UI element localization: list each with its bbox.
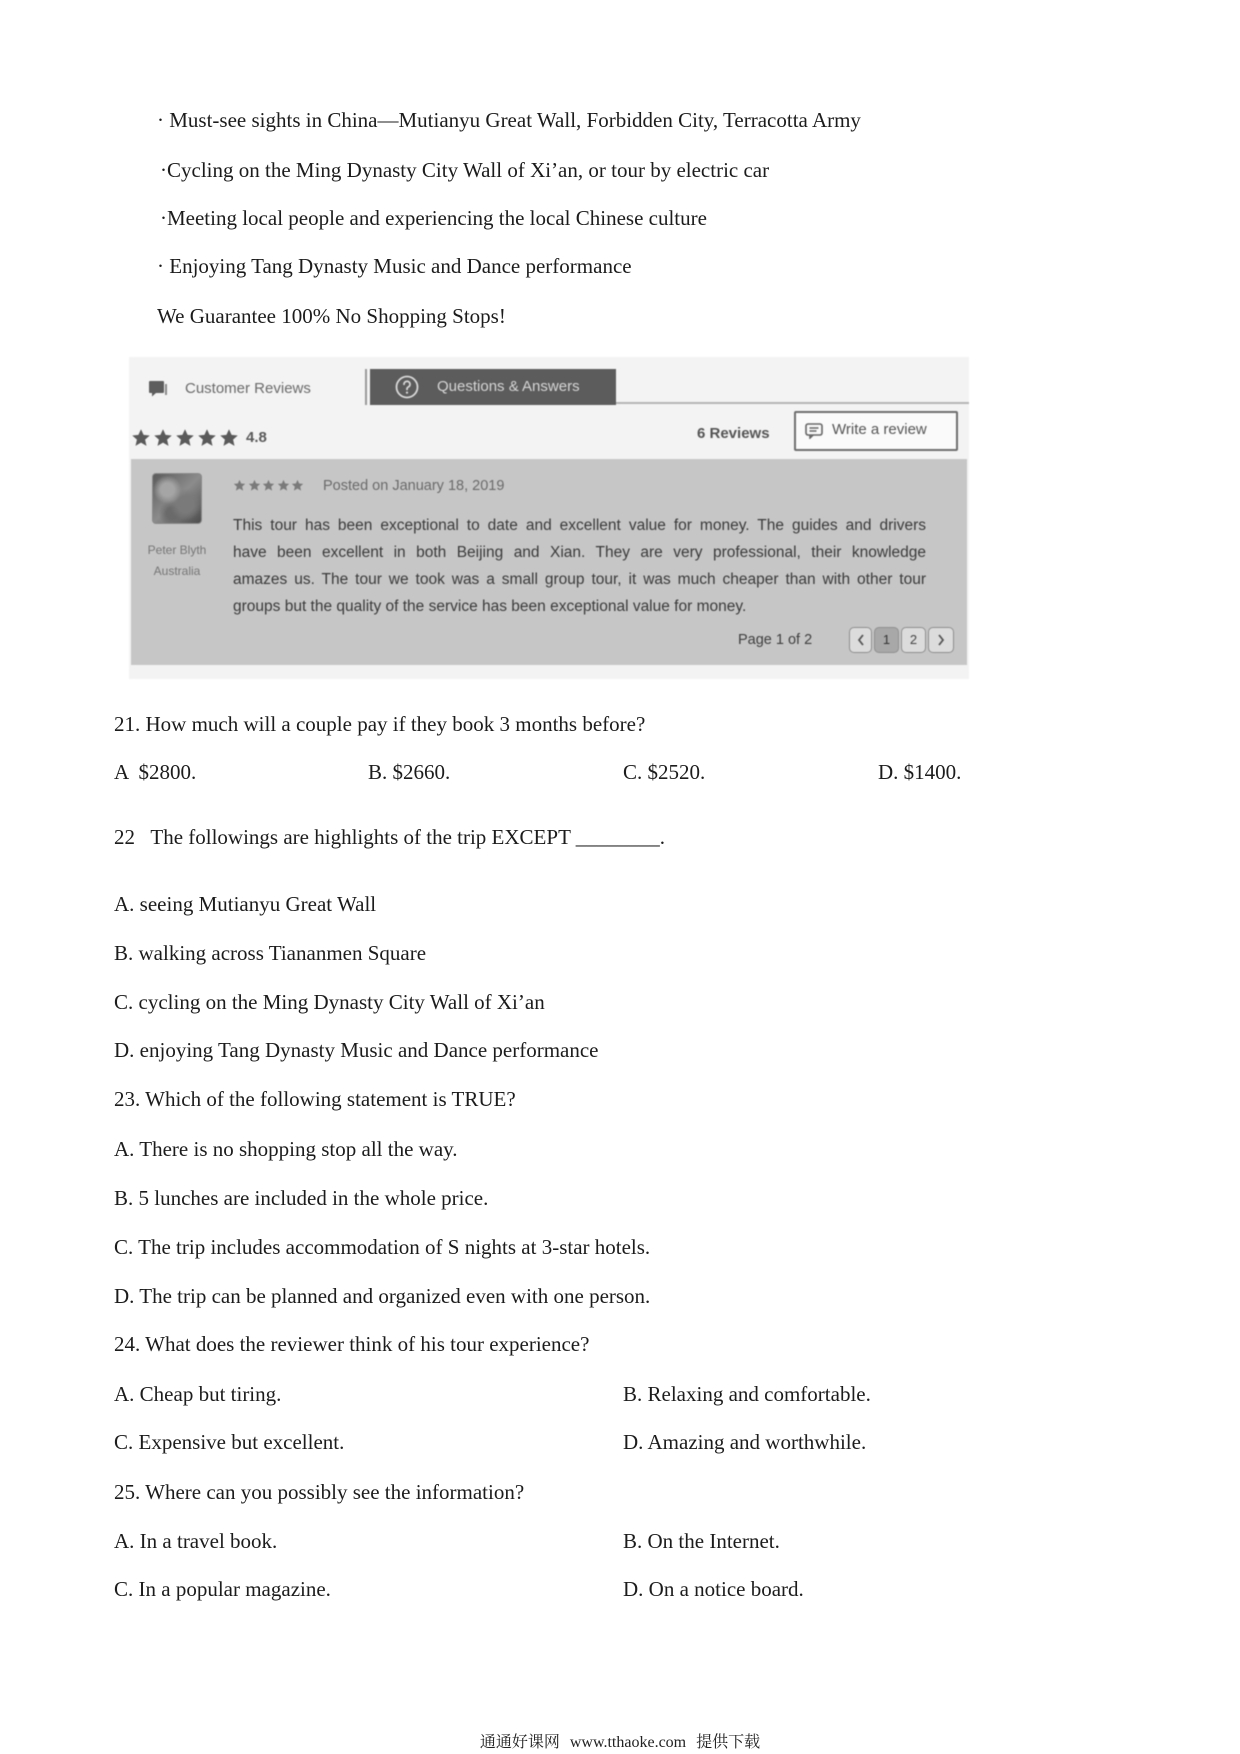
review-bubble-icon [805, 423, 823, 439]
answer-option: A. There is no shopping stop all the way. [114, 1137, 458, 1161]
answer-option: D. enjoying Tang Dynasty Music and Dance performance [114, 1038, 599, 1062]
pagination-next-button[interactable] [928, 627, 954, 653]
star-icon [262, 479, 275, 492]
highlight-item: ·Meeting local people and experiencing the local Chinese culture [160, 206, 707, 230]
chevron-left-icon [857, 634, 865, 646]
answer-option: A. In a travel book. [114, 1529, 278, 1553]
answer-option: C. Expensive but excellent. [114, 1430, 345, 1454]
tab-label: Customer Reviews [185, 380, 311, 397]
question-stem: 23. Which of the following statement is TRUE? [114, 1087, 516, 1111]
answer-option: D. On a notice board. [623, 1577, 804, 1601]
answer-option: B. 5 lunches are included in the whole price. [114, 1186, 489, 1210]
question-stem: 25. Where can you possibly see the information? [114, 1480, 525, 1504]
answer-option: A $2800. [114, 760, 197, 784]
answer-option: C. $2520. [623, 760, 706, 784]
review-card [131, 459, 967, 665]
highlight-item: · Enjoying Tang Dynasty Music and Dance performance [157, 254, 632, 278]
write-review-label: Write a review [832, 421, 927, 438]
question-circle-icon [395, 375, 419, 399]
review-text-line: This tour has been exceptional to date and excellent value for money. The guides and drivers [233, 517, 926, 534]
answer-option: B. $2660. [368, 760, 451, 784]
highlight-item: ·Cycling on the Ming Dynasty City Wall of Xi’an, or tour by electric car [160, 158, 770, 182]
review-date: Posted on January 18, 2019 [323, 478, 505, 494]
speech-bubble-icon [148, 380, 168, 398]
tab-customer-reviews[interactable] [145, 375, 357, 403]
answer-option: C. The trip includes accommodation of S nights at 3-star hotels. [114, 1235, 651, 1259]
star-icon [277, 479, 290, 492]
answer-option: D. Amazing and worthwhile. [623, 1430, 867, 1454]
tab-bar-underline [616, 402, 969, 404]
review-text-line: groups but the quality of the service has been exceptional value for money. [233, 598, 747, 615]
pagination-page-button[interactable]: 1 [874, 627, 899, 653]
answer-option: D. The trip can be planned and organized even with one person. [114, 1284, 651, 1308]
highlight-item: · Must-see sights in China—Mutianyu Great Wall, Forbidden City, Terracotta Army [157, 108, 861, 132]
answer-option: C. cycling on the Ming Dynasty City Wall of Xi’an [114, 990, 545, 1014]
pagination-prev-button[interactable] [849, 627, 872, 653]
answer-option: D. $1400. [878, 760, 962, 784]
tab-questions-answers[interactable] [370, 369, 616, 405]
chevron-right-icon [937, 634, 945, 646]
pagination-label: Page 1 of 2 [738, 632, 813, 648]
star-icon [233, 479, 246, 492]
page-footer: 通通好课网 www.tthaoke.com 提供下载 [479, 1734, 761, 1751]
reviewer-avatar [152, 473, 202, 524]
tab-divider [365, 369, 367, 405]
review-count-link[interactable]: 6 Reviews [697, 425, 770, 442]
answer-option: C. In a popular magazine. [114, 1577, 331, 1601]
review-text-line: have been excellent in both Beijing and Xian. They are very professional, their knowledge [233, 544, 926, 561]
tab-label: Questions & Answers [437, 378, 580, 395]
question-stem: 22 The followings are highlights of the trip EXCEPT ________. [114, 825, 666, 849]
star-icon [175, 428, 195, 448]
question-stem: 24. What does the reviewer think of his tour experience? [114, 1332, 590, 1356]
star-icon [291, 479, 304, 492]
star-icon [219, 428, 239, 448]
answer-option: A. Cheap but tiring. [114, 1382, 282, 1406]
rating-value: 4.8 [246, 429, 267, 446]
star-icon [153, 428, 173, 448]
star-icon [197, 428, 217, 448]
reviews-widget-screenshot [129, 357, 969, 679]
reviewer-country: Australia [153, 564, 201, 578]
review-text-line: amazes us. The tour we took was a small group tour, it was much cheaper than with other tour [233, 571, 926, 588]
answer-option: B. Relaxing and comfortable. [623, 1382, 871, 1406]
answer-option: A. seeing Mutianyu Great Wall [114, 892, 377, 916]
answer-option: B. walking across Tiananmen Square [114, 941, 427, 965]
guarantee-statement: We Guarantee 100% No Shopping Stops! [157, 304, 506, 328]
answer-option: B. On the Internet. [623, 1529, 780, 1553]
pagination-page-button[interactable]: 2 [901, 627, 926, 653]
write-review-button[interactable] [794, 411, 958, 451]
reviewer-name: Peter Blyth [147, 543, 207, 557]
question-stem: 21. How much will a couple pay if they book 3 months before? [114, 712, 646, 736]
star-icon [131, 428, 151, 448]
star-icon [248, 479, 261, 492]
review-stars [233, 479, 304, 492]
rating-stars [131, 428, 239, 448]
